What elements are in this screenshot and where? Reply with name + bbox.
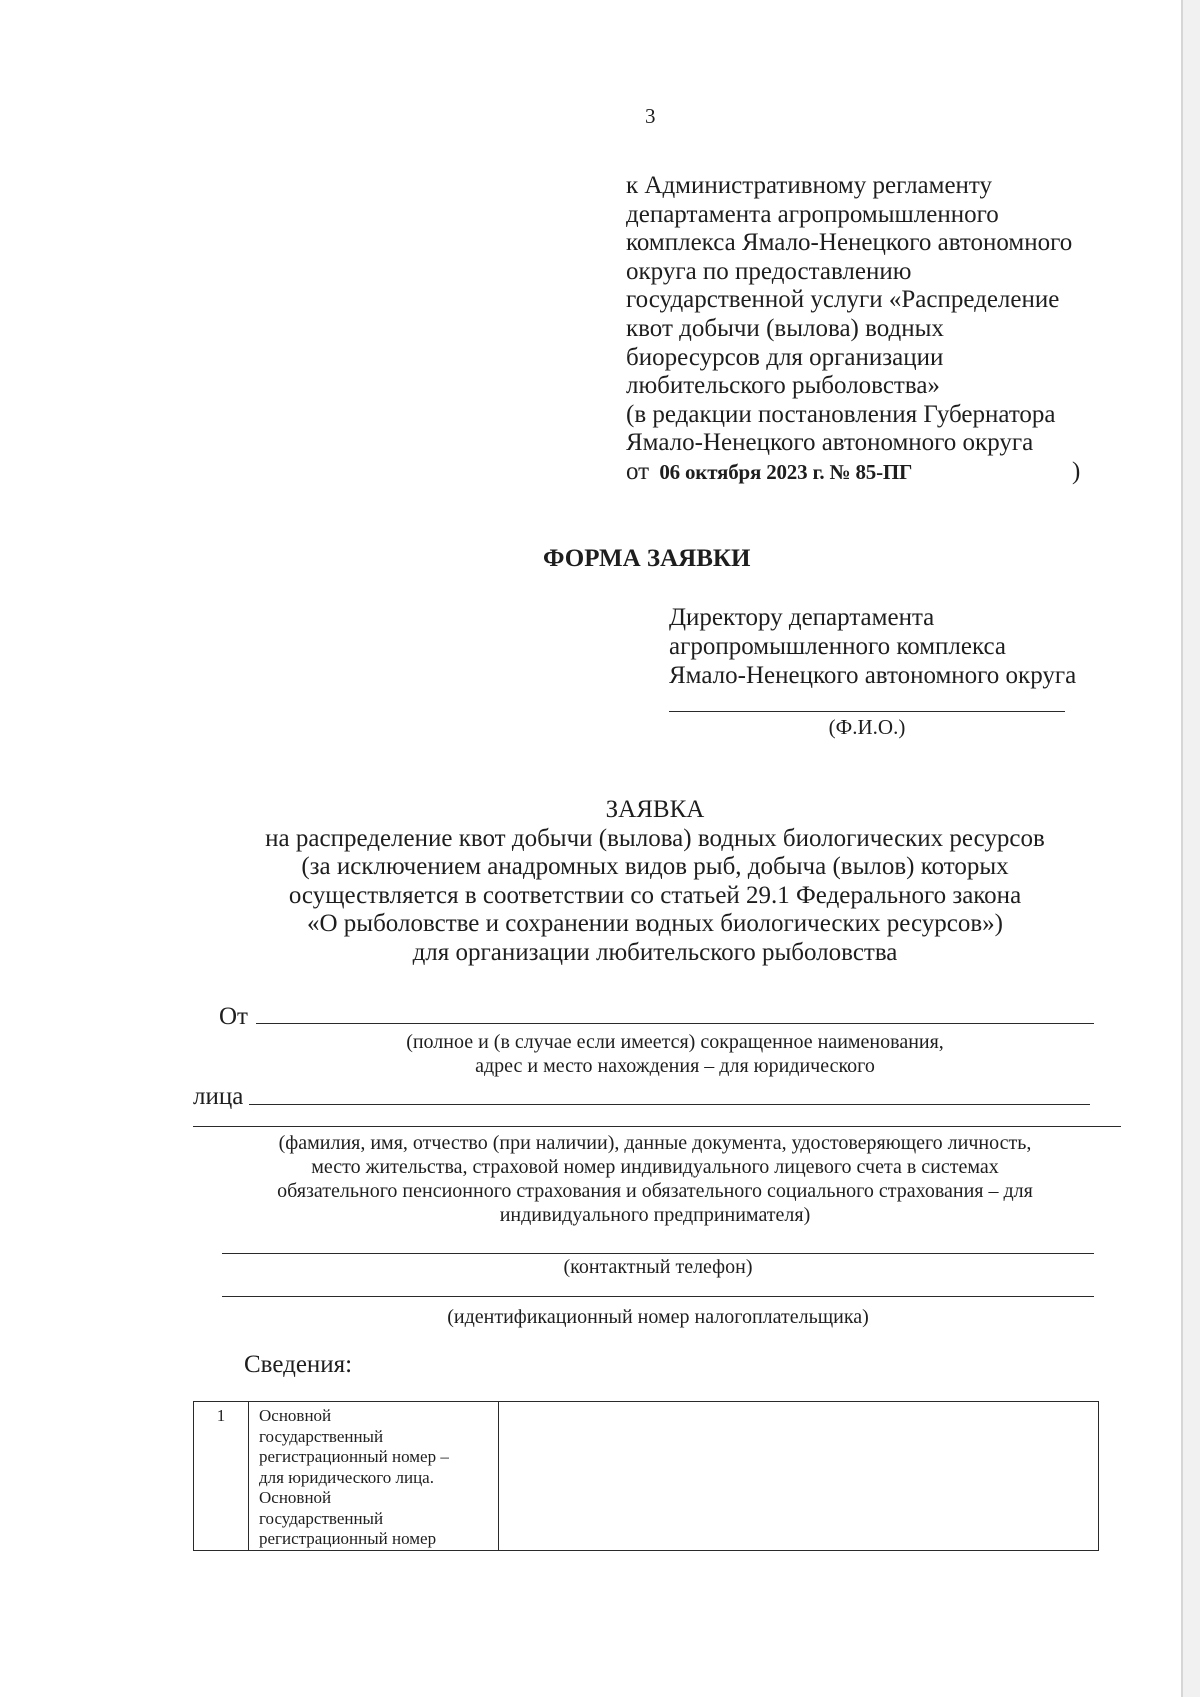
appendix-line: государственной услуги «Распределение [626, 286, 1060, 314]
appendix-line: округа по предоставлению [626, 257, 912, 285]
addressee-line: Директору департамента [669, 604, 935, 631]
appendix-line: любительского рыболовства» [626, 372, 940, 400]
row-label [249, 1402, 499, 1551]
addressee-block [669, 603, 1076, 690]
person-label: лица [193, 1083, 244, 1110]
application-subtitle-line: (за исключением анадромных видов рыб, добыча (вылов) которых [301, 853, 1009, 880]
application-subtitle-line: «О рыболовстве и сохранении водных биологических ресурсов») [306, 910, 1004, 937]
row-label-line: регистрационный номер – [259, 1447, 449, 1466]
director-name-line[interactable] [669, 711, 1065, 712]
appendix-line: к Административному регламенту [626, 172, 993, 199]
appendix-line: квот добычи (вылова) водных [626, 314, 944, 342]
inn-caption: (идентификационный номер налогоплательщика) [447, 1306, 869, 1328]
individual-caption: (фамилия, имя, отчество (при наличии), данные документа, удостоверяющего личность, [278, 1132, 1032, 1154]
phone-caption: (контактный телефон) [563, 1256, 753, 1278]
legal-entity-caption: (полное и (в случае если имеется) сокращенное наименования, [406, 1031, 944, 1053]
row-label-line: Основной [259, 1488, 332, 1507]
application-title [170, 796, 1140, 967]
row-value-field[interactable] [499, 1402, 1099, 1551]
addressee-line: агропромышленного комплекса [669, 633, 1007, 660]
appendix-reference [626, 172, 1086, 487]
appendix-line: комплекса Ямало-Ненецкого автономного [626, 229, 1073, 257]
row-label-line: для юридического лица. [259, 1467, 434, 1487]
legal-entity-caption: адрес и место нахождения – для юридического [475, 1055, 875, 1077]
row-label-line: государственный [259, 1426, 384, 1446]
closing-parenthesis: ) [1072, 457, 1081, 485]
page-number: 3 [645, 104, 656, 128]
application-subtitle-line: для организации любительского рыболовства [412, 938, 898, 966]
row-number: 1 [194, 1402, 249, 1551]
section-label: Сведения: [244, 1351, 353, 1378]
applicant-name-line[interactable] [256, 1023, 1094, 1024]
row-label-line: Основной [259, 1406, 332, 1425]
from-label: От [219, 1003, 248, 1030]
appendix-line: департамента агропромышленного [626, 200, 999, 228]
amendment-date: 06 октября 2023 г. № 85-ПГ [659, 459, 913, 484]
row-label-line: государственный [259, 1508, 384, 1528]
appendix-line: (в редакции постановления Губернатора [626, 400, 1056, 428]
application-heading: ЗАЯВКА [605, 796, 705, 823]
form-heading: ФОРМА ЗАЯВКИ [543, 545, 751, 572]
individual-caption: место жительства, страховой номер индивидуального лицевого счета в системах [311, 1156, 999, 1178]
table-row [194, 1402, 1099, 1551]
amendment-date-line [626, 458, 1086, 487]
inn-line[interactable] [222, 1296, 1094, 1297]
individual-caption: индивидуального предпринимателя) [499, 1204, 811, 1226]
individual-details-line[interactable] [193, 1126, 1121, 1127]
application-subtitle-line: на распределение квот добычи (вылова) водных биологических ресурсов [265, 824, 1045, 852]
row-label-line: регистрационный номер [259, 1529, 437, 1548]
application-subtitle-line: осуществляется в соответствии со статьей 29.1 Федерального закона [288, 881, 1022, 909]
legal-entity-line[interactable] [249, 1104, 1090, 1105]
appendix-line: биоресурсов для организации [626, 343, 944, 371]
appendix-line: Ямало-Ненецкого автономного округа [626, 429, 1034, 457]
name-caption: (Ф.И.О.) [828, 715, 906, 739]
individual-caption: обязательного пенсионного страхования и обязательного социального страхования – для [277, 1180, 1033, 1202]
addressee-line: Ямало-Ненецкого автономного округа [669, 662, 1077, 689]
phone-line[interactable] [222, 1253, 1094, 1254]
date-prefix: от [626, 457, 650, 485]
info-table [193, 1401, 1099, 1551]
